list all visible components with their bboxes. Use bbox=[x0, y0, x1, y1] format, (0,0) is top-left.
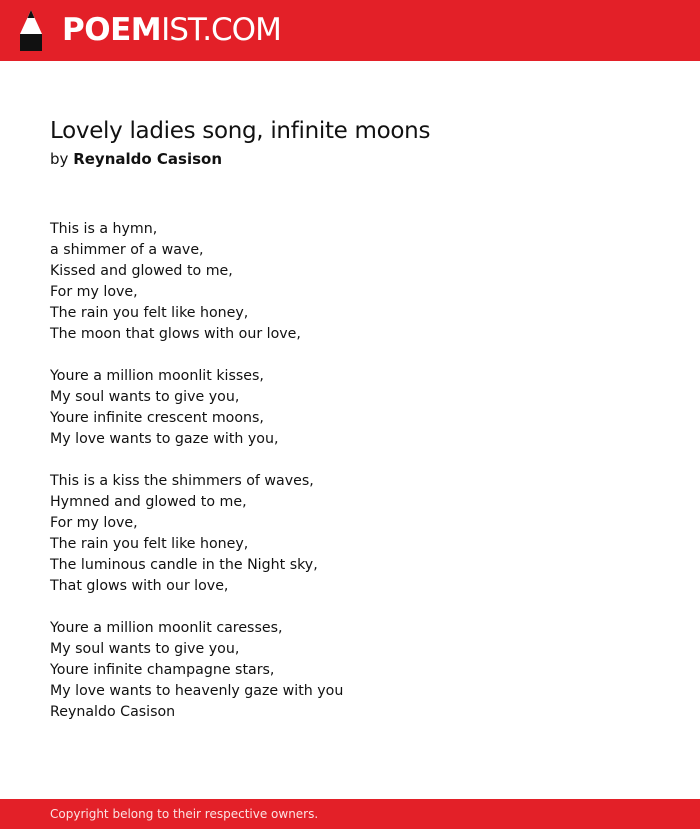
poem-stanza bbox=[50, 618, 650, 723]
poem-line: My love wants to gaze with you, bbox=[50, 431, 279, 447]
poem-line: a shimmer of a wave, bbox=[50, 242, 204, 258]
poem-line: My soul wants to give you, bbox=[50, 641, 240, 657]
poem-byline bbox=[50, 149, 222, 169]
poem-line: That glows with our love, bbox=[50, 578, 229, 594]
poem-line: Youre infinite champagne stars, bbox=[50, 662, 275, 678]
poem-stanza bbox=[50, 219, 650, 345]
poem-stanza bbox=[50, 366, 650, 450]
logo-thin-text: IST.COM bbox=[161, 12, 281, 48]
poem-line: The rain you felt like honey, bbox=[50, 536, 249, 552]
stanza-gap bbox=[50, 597, 650, 618]
poem-line: The luminous candle in the Night sky, bbox=[50, 557, 318, 573]
stanza-gap bbox=[50, 450, 650, 471]
logo-bold-text: POEM bbox=[62, 12, 162, 48]
poem-line: My love wants to heavenly gaze with you bbox=[50, 683, 344, 699]
site-header bbox=[0, 0, 700, 61]
poem-line: Youre a million moonlit caresses, bbox=[50, 620, 283, 636]
by-label: by bbox=[50, 150, 69, 168]
stanza-gap bbox=[50, 345, 650, 366]
poem-title: Lovely ladies song, infinite moons bbox=[50, 118, 431, 144]
poem-line: Hymned and glowed to me, bbox=[50, 494, 247, 510]
poem-line: Youre infinite crescent moons, bbox=[50, 410, 264, 426]
site-logo[interactable] bbox=[62, 12, 281, 48]
poem-line: Youre a million moonlit kisses, bbox=[50, 368, 264, 384]
site-footer bbox=[0, 799, 700, 829]
copyright-text: Copyright belong to their respective owners. bbox=[50, 807, 319, 821]
poem-line: The moon that glows with our love, bbox=[50, 326, 301, 342]
poem-author: Reynaldo Casison bbox=[73, 150, 223, 168]
poem-line: My soul wants to give you, bbox=[50, 389, 240, 405]
poem-line: For my love, bbox=[50, 284, 138, 300]
poem-line: Kissed and glowed to me, bbox=[50, 263, 233, 279]
poem-line: This is a kiss the shimmers of waves, bbox=[50, 473, 314, 489]
poem-stanza bbox=[50, 471, 650, 597]
poem-line: For my love, bbox=[50, 515, 138, 531]
poem-line: Reynaldo Casison bbox=[50, 704, 176, 720]
poem-line: This is a hymn, bbox=[50, 221, 158, 237]
poem-line: The rain you felt like honey, bbox=[50, 305, 249, 321]
pencil-tip-icon bbox=[18, 10, 44, 51]
poem-body bbox=[50, 219, 650, 723]
